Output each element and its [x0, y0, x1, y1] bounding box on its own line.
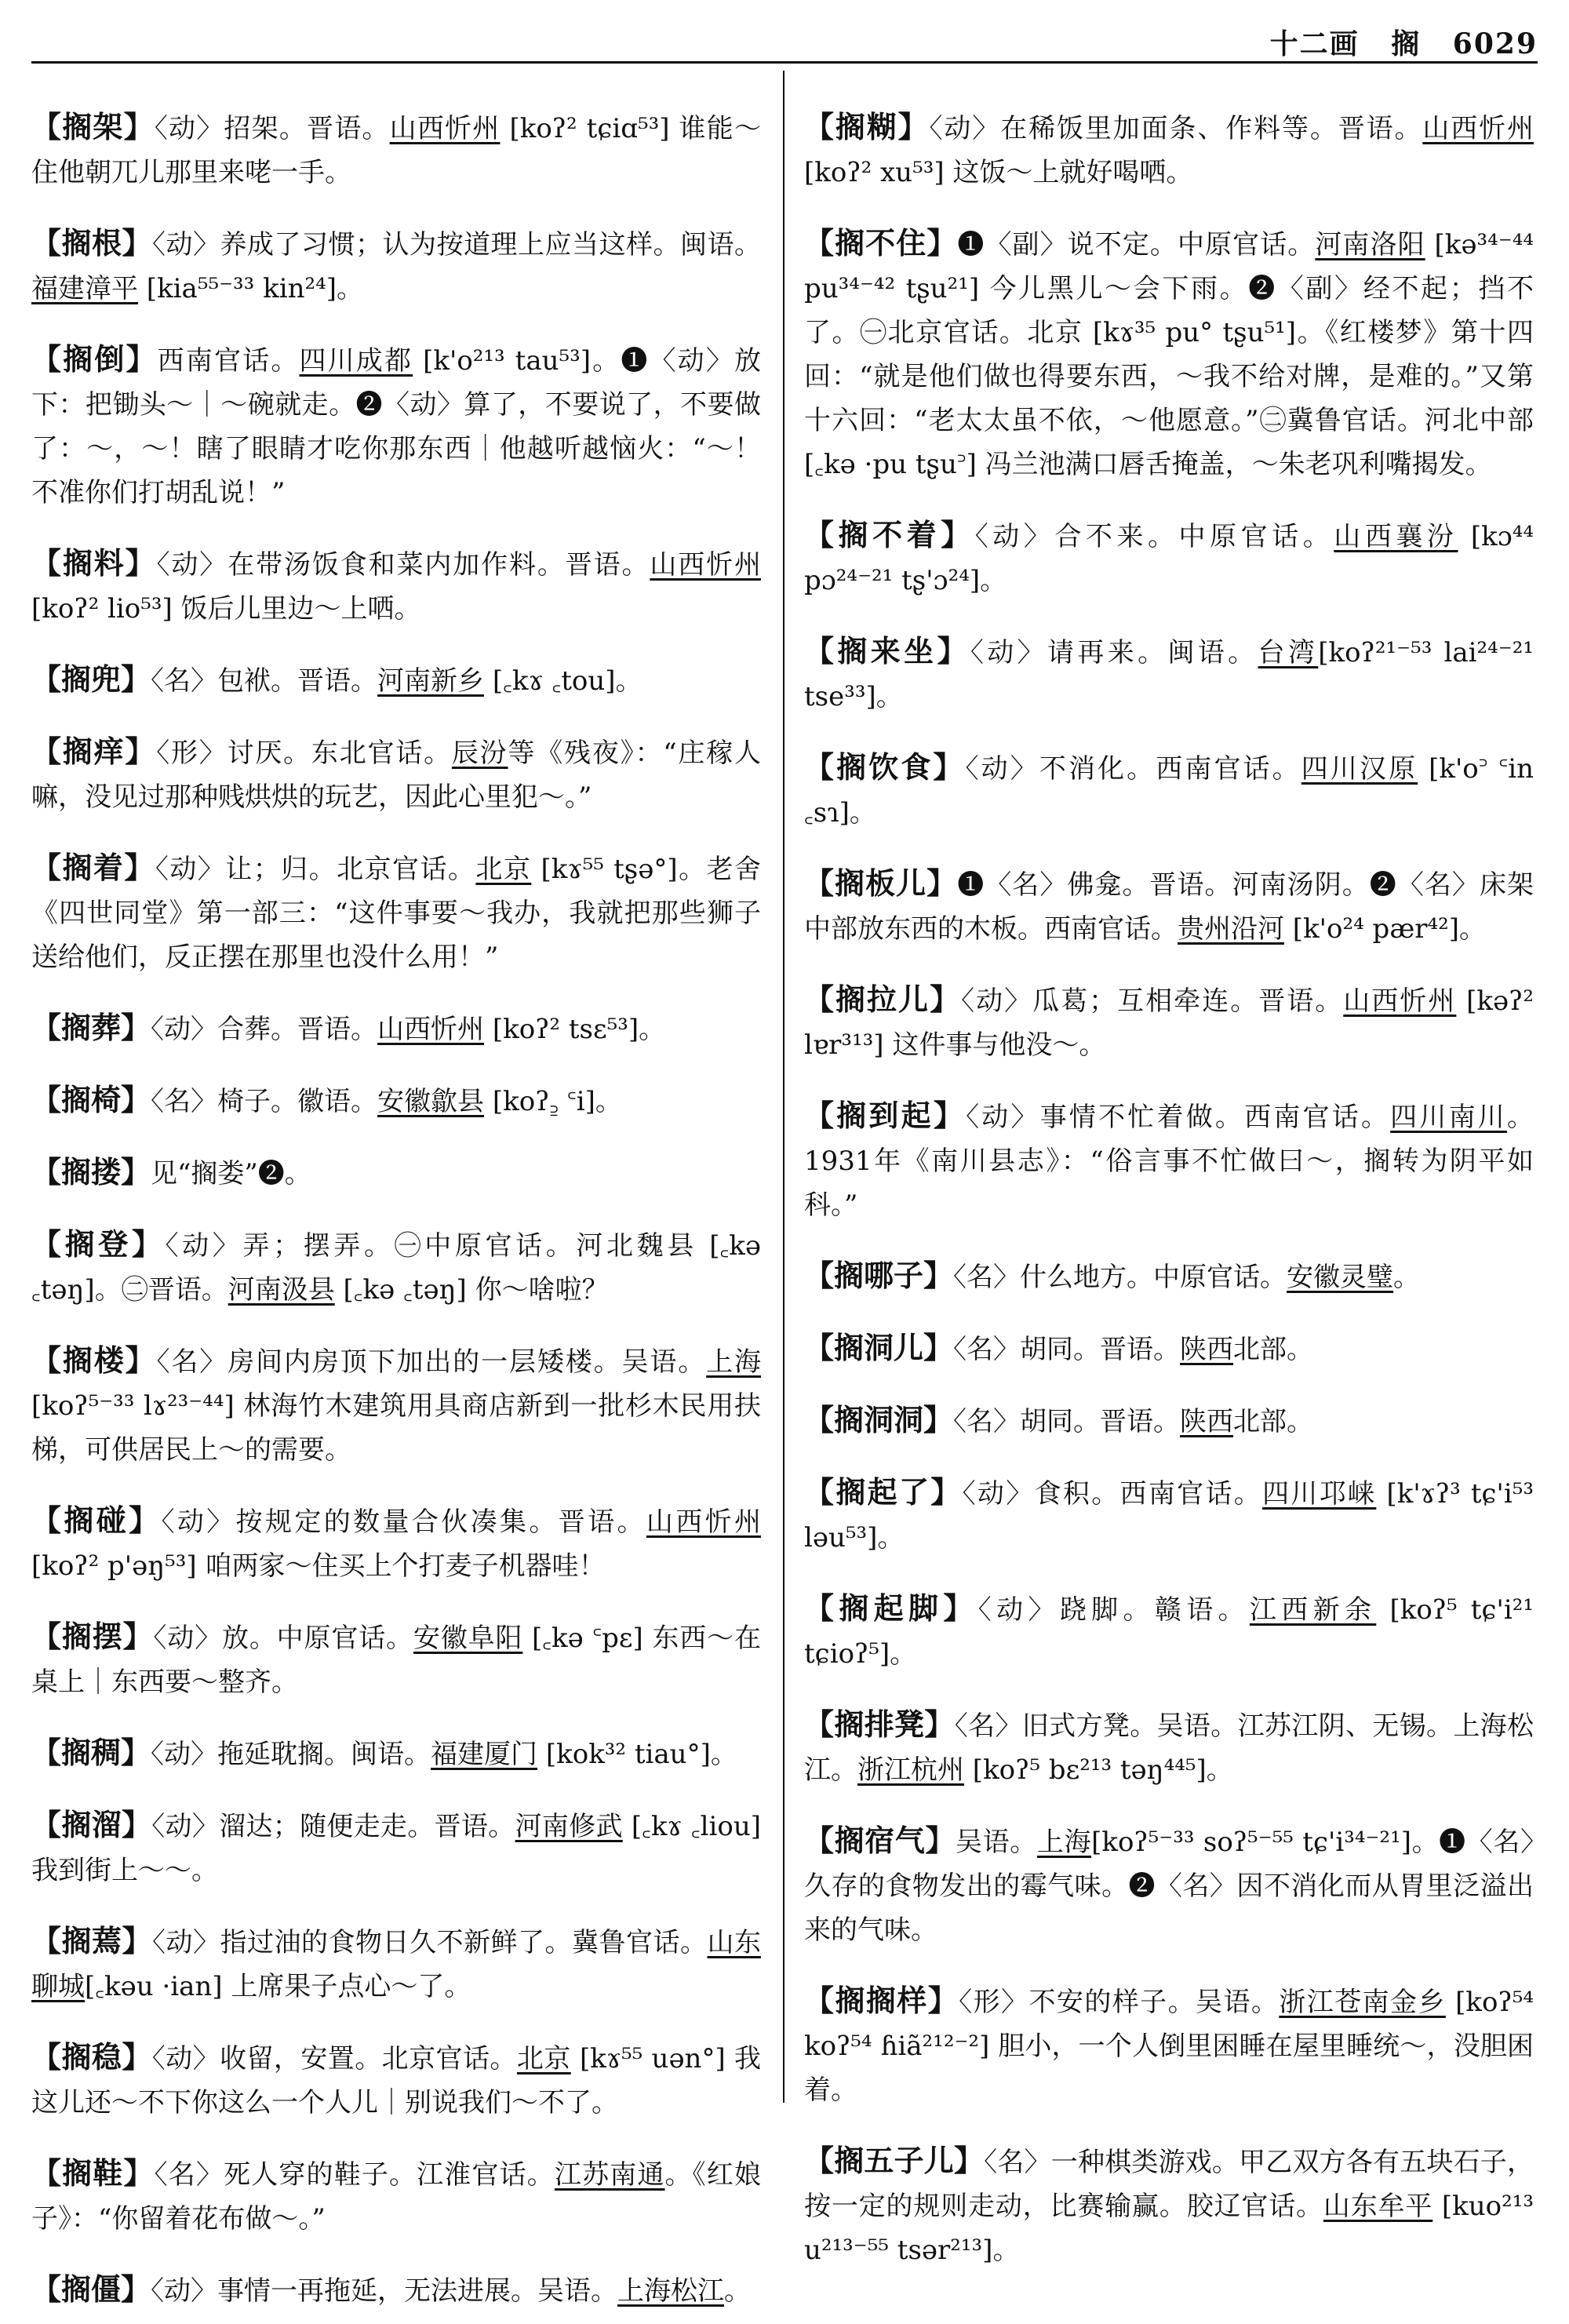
definition-text-cont: [koʔ² xu⁵³] 这饭～上就好喝哂。	[804, 157, 1193, 188]
definition-text-cont: 等《残夜》：“庄稼人嘛，没见过那种贱烘烘的玩艺，因此心里犯～。”	[31, 738, 761, 813]
entry-headword: 【 搁倒 】	[31, 341, 158, 377]
part-of-speech: 〈动〉	[152, 229, 220, 260]
place-name: 河南修武	[515, 1811, 623, 1842]
definition-text: 合不来。中原官话。	[1054, 521, 1334, 552]
definition-text-cont: [kia⁵⁵⁻³³ kin²⁴]。	[138, 273, 363, 304]
definition-text-cont: [koʔ⁵⁻³³ soʔ⁵⁻⁵⁵ tɕ'i³⁴⁻²¹]。❶〈名〉久存的食物发出的霉气味。❷〈名〉因不消化而从胃里泛溢出来的气味。	[804, 1827, 1534, 1946]
part-of-speech: 〈动〉	[961, 985, 1033, 1017]
dictionary-entry	[31, 1006, 761, 1051]
radical-label: 搁	[1391, 27, 1422, 60]
part-of-speech: 〈动〉	[152, 1927, 220, 1958]
dictionary-entry	[31, 2035, 761, 2125]
place-name: 山西襄汾	[1334, 521, 1458, 552]
place-name: 北京	[516, 2043, 571, 2074]
dictionary-entry	[31, 1078, 761, 1124]
part-of-speech: 〈动〉	[151, 1739, 218, 1770]
dictionary-entry	[31, 1615, 761, 1704]
dictionary-entry	[31, 1339, 761, 1472]
definition-text: 不消化。西南官话。	[1039, 753, 1301, 785]
definition-text: 瓜葛；互相牵连。晋语。	[1032, 985, 1344, 1017]
dictionary-entry	[31, 1499, 761, 1588]
place-name: 福建厦门	[431, 1739, 538, 1770]
place-name: 山西忻州	[650, 549, 761, 581]
dictionary-entry	[31, 2151, 761, 2241]
header-rule	[31, 61, 1538, 64]
definition-text-cont: [꜀kɤ ꜀liou] 我到街上～～。	[31, 1811, 761, 1886]
dictionary-entry	[804, 221, 1534, 486]
dictionary-entry	[31, 1150, 761, 1196]
place-name: 山西忻州	[646, 1506, 761, 1538]
entry-headword: 【 搁拉儿 】	[804, 982, 961, 1017]
dictionary-entry	[31, 105, 761, 195]
place-name: 四川汉原	[1301, 753, 1418, 785]
place-name: 四川邛崃	[1262, 1478, 1377, 1510]
definition-text-cont: [kɤ⁵⁵ tʂə°]。老舍《四世同堂》第一部三：“这件事要～我办，我就把那些狮子送给他们，反正摆在那里也没什么用！”	[31, 854, 761, 973]
definition-text-cont: [koʔ² p'əŋ⁵³] 咱两家～住买上个打麦子机器哇！	[31, 1550, 606, 1582]
part-of-speech: 〈形〉	[959, 1987, 1029, 2018]
dictionary-entry	[804, 1979, 1534, 2112]
definition-text: 椅子。徽语。	[217, 1086, 378, 1117]
part-of-speech: 〈动〉	[154, 113, 224, 144]
dictionary-entry	[31, 1803, 761, 1892]
place-name: 上海松江	[617, 2275, 725, 2307]
column-divider	[783, 71, 784, 2103]
definition-text-cont: [kəʔ² lɐr³¹³] 这件事与他没～。	[804, 985, 1534, 1061]
dictionary-entry	[804, 1586, 1534, 1676]
definition-text: 什么地方。中原官话。	[1020, 1262, 1287, 1293]
dictionary-entry	[31, 846, 761, 979]
part-of-speech: 〈动〉	[962, 1478, 1035, 1510]
dictionary-entry	[31, 2268, 761, 2313]
entry-headword: 【 搁着 】	[31, 850, 155, 885]
part-of-speech: 〈动〉	[977, 1594, 1060, 1626]
entry-headword: 【 搁楼 】	[31, 1342, 157, 1378]
dictionary-entry	[31, 1222, 761, 1312]
definition-text: 放。中原官话。	[221, 1623, 413, 1654]
definition-text: 招架。晋语。	[224, 113, 390, 144]
dictionary-entry	[804, 1094, 1534, 1227]
entry-headword: 【 搁架 】	[31, 109, 155, 144]
definition-text: 在带汤饭食和菜内加作料。晋语。	[228, 549, 650, 581]
definition-text: 溜达；随便走走。晋语。	[219, 1811, 515, 1842]
place-name: 山东牟平	[1323, 2191, 1433, 2222]
dictionary-entry	[804, 1819, 1534, 1952]
definition-text: ❶〈名〉佛龛。晋语。河南汤阴。❷〈名〉床架中部放东西的木板。西南官话。	[804, 869, 1534, 945]
part-of-speech: 〈名〉	[953, 1406, 1021, 1437]
entry-headword: 【 搁摆 】	[31, 1619, 153, 1654]
definition-text: 房间内房顶下加出的一层矮楼。吴语。	[228, 1346, 707, 1378]
part-of-speech: 〈动〉	[970, 637, 1047, 668]
running-head	[1250, 22, 1538, 62]
dictionary-entry	[804, 2139, 1534, 2272]
place-name: 台湾	[1258, 637, 1319, 668]
part-of-speech: 〈名〉	[953, 1262, 1021, 1293]
definition-text: 事情一再拖延，无法进展。吴语。	[217, 2275, 618, 2307]
definition-text-cont: [kə³⁴⁻⁴⁴ pu³⁴⁻⁴² tʂu²¹] 今儿黑儿～会下雨。❷〈副〉经不起；挡不了。㊀北京官话。北京 [kɤ³⁵ pu° tʂu⁵¹]。《红楼梦》第十四回：“就是他们做也得要东西，～我不给对牌，是难的。”又第十六回：“老太太虽不依，～他愿意。”㊁冀鲁官话。河北中部 [꜀kə ·pu tʂu꜄] 冯兰池满口唇舌掩盖，～朱老巩利嘴揭发。	[804, 229, 1534, 480]
place-name: 山东聊城	[31, 1927, 761, 2002]
place-name: 上海	[706, 1346, 762, 1378]
definition-text-cont: [k'o²¹³ tau⁵³]。❶〈动〉放下：把锄头～｜～碗就走。❷〈动〉算了，不要说了，不要做了：～，～！瞎了眼睛才吃你那东西｜他越听越恼火：“～！不准你们打胡乱说！”	[31, 345, 761, 508]
entry-headword: 【 搁稳 】	[31, 2039, 152, 2074]
definition-text: 养成了习惯；认为按道理上应当这样。闽语。	[220, 229, 761, 260]
place-name: 江苏南通	[554, 2159, 665, 2191]
definition-text-cont: [kuo²¹³ u²¹³⁻⁵⁵ tsər²¹³]。	[804, 2191, 1534, 2266]
definition-text: 包袱。晋语。	[217, 665, 378, 697]
part-of-speech: 〈动〉	[974, 521, 1055, 552]
entry-headword: 【 搁宿气 】	[804, 1823, 956, 1858]
definition-text-cont: 。《红娘子》：“你留着花布做～。”	[31, 2159, 761, 2235]
place-name: 浙江杭州	[857, 1754, 964, 1786]
definition-text: 不安的样子。吴语。	[1028, 1987, 1280, 2018]
entry-headword: 【 搁排凳 】	[804, 1707, 955, 1742]
dictionary-entry	[804, 105, 1534, 195]
entry-headword: 【 搁溜 】	[31, 1807, 151, 1842]
part-of-speech: 〈动〉	[151, 2043, 220, 2074]
part-of-speech: 〈名〉	[154, 2159, 224, 2191]
definition-text-cont: 北部。	[1233, 1406, 1314, 1437]
definition-text-cont: [kɔ⁴⁴ pɔ²⁴⁻²¹ tʂ'ɔ²⁴]。	[804, 521, 1534, 596]
page-header	[31, 17, 1538, 64]
entry-headword: 【 搁僵 】	[31, 2271, 151, 2307]
definition-text: 请再来。闽语。	[1047, 637, 1258, 668]
place-name: 山西忻州	[377, 1014, 485, 1045]
part-of-speech: 〈动〉	[155, 854, 226, 885]
entry-headword: 【 搁搁样 】	[804, 1983, 959, 2018]
dictionary-entry	[804, 1398, 1534, 1444]
dictionary-entry	[804, 1254, 1534, 1299]
dictionary-entry	[31, 337, 761, 515]
definition-text: 一种棋类游戏。甲乙双方各有五块石子，按一定的规则走动，比赛输赢。胶辽官话。	[804, 2147, 1534, 2222]
entry-headword: 【 搁糊 】	[804, 109, 930, 144]
entry-headword: 【 搁鞋 】	[31, 2155, 155, 2191]
part-of-speech: 〈名〉	[151, 1086, 218, 1117]
part-of-speech: 〈动〉	[151, 2275, 218, 2307]
entry-headword: 【 搁不住 】	[804, 225, 957, 260]
definition-text-cont: [꜀kəu ·ian] 上席果子点心～了。	[85, 1971, 471, 2002]
place-name: 安徽歙县	[377, 1086, 485, 1117]
definition-text-cont: [koʔ꜇ ꜂i]。	[484, 1086, 622, 1117]
definition-text: 见“搁娄”❷。	[151, 1158, 311, 1189]
place-name: 山西忻州	[389, 113, 501, 144]
definition-text-cont: 。	[724, 2275, 752, 2307]
definition-text: 弄；摆弄。㊀中原官话。河北魏县 [꜀kə ꜀təŋ]。㊁晋语。	[31, 1230, 762, 1306]
place-name: 陕西	[1180, 1406, 1234, 1437]
definition-text: 在稀饭里加面条、作料等。晋语。	[1000, 113, 1423, 144]
place-name: 贵州沿河	[1178, 913, 1284, 945]
definition-text: ❶〈副〉说不定。中原官话。	[957, 229, 1316, 260]
definition-text-cont: [k'o꜄ ꜂in ꜀sɿ]。	[804, 753, 1534, 829]
entry-headword: 【 搁蔫 】	[31, 1923, 152, 1958]
dictionary-entry	[804, 1326, 1534, 1371]
part-of-speech: 〈动〉	[965, 753, 1039, 785]
definition-text: 让；归。北京官话。	[225, 854, 476, 885]
place-name: 陕西	[1180, 1334, 1234, 1365]
place-name: 四川成都	[299, 345, 413, 377]
place-name: 河南新乡	[377, 665, 485, 697]
part-of-speech: 〈形〉	[156, 738, 228, 769]
dictionary-entry	[804, 1470, 1534, 1560]
definition-text-cont: 北部。	[1233, 1334, 1314, 1365]
place-name: 上海	[1036, 1827, 1092, 1858]
place-name: 辰汾	[451, 738, 508, 769]
place-name: 浙江苍南金乡	[1279, 1987, 1446, 2018]
entry-headword: 【 搁碰 】	[31, 1503, 162, 1538]
entry-headword: 【 搁饮食 】	[804, 749, 966, 785]
definition-text-cont: 。	[1393, 1262, 1421, 1293]
entry-headword: 【 搁洞儿 】	[804, 1330, 953, 1365]
definition-text-cont: [koʔ⁵⁴ koʔ⁵⁴ ɦiã²¹²⁻²] 胆小，一个人倒里困睡在屋里睡统～，没胆困着。	[804, 1987, 1534, 2106]
part-of-speech: 〈动〉	[161, 1506, 236, 1538]
dictionary-entry	[31, 657, 761, 703]
definition-text: 吴语。	[956, 1827, 1037, 1858]
part-of-speech: 〈名〉	[151, 665, 218, 697]
entry-headword: 【 搁起脚 】	[804, 1590, 978, 1626]
definition-text-cont: 。1931年《南川县志》：“俗言事不忙做曰～，搁转为阴平如科。”	[804, 1102, 1534, 1221]
definition-text: 跷脚。赣语。	[1059, 1594, 1250, 1626]
place-name: 安徽阜阳	[413, 1623, 523, 1654]
definition-text-cont: [koʔ² lio⁵³] 饭后儿里边～上哂。	[31, 593, 421, 625]
entry-headword: 【 搁五子儿 】	[804, 2143, 984, 2178]
definition-text: 拖延耽搁。闽语。	[217, 1739, 431, 1770]
definition-text-cont: [꜀kə ꜀təŋ] 你～啥啦？	[334, 1274, 609, 1306]
part-of-speech: 〈动〉	[151, 1014, 218, 1045]
part-of-speech: 〈名〉	[156, 1346, 228, 1378]
entry-headword: 【 搁椅 】	[31, 1082, 151, 1117]
place-name: 安徽灵璧	[1287, 1262, 1394, 1293]
entry-headword: 【 搁稠 】	[31, 1735, 151, 1770]
entry-headword: 【 搁到起 】	[804, 1098, 966, 1133]
definition-text-cont: [koʔ⁵ tɕ'i²¹ tɕioʔ⁵]。	[804, 1594, 1534, 1670]
place-name: 山西忻州	[1343, 985, 1457, 1017]
place-name: 河南汲县	[228, 1274, 335, 1306]
definition-text: 讨厌。东北官话。	[227, 738, 452, 769]
definition-text: 按规定的数量合伙凑集。晋语。	[235, 1506, 646, 1538]
definition-text: 死人穿的鞋子。江淮官话。	[224, 2159, 555, 2191]
definition-text-cont: [k'ɤʔ³ tɕ'i⁵³ ləu⁵³]。	[804, 1478, 1534, 1554]
entry-headword: 【 搁料 】	[31, 545, 157, 581]
part-of-speech: 〈动〉	[966, 1102, 1040, 1133]
definition-text: 收留，安置。北京官话。	[220, 2043, 517, 2074]
right-column	[804, 78, 1534, 2283]
entry-headword: 【 搁哪子 】	[804, 1258, 953, 1293]
place-name: 四川南川	[1390, 1102, 1507, 1133]
entry-headword: 【 搁不着 】	[804, 517, 975, 552]
place-name: 山西忻州	[1422, 113, 1534, 144]
dictionary-entry	[804, 978, 1534, 1067]
definition-text-cont: [꜀kɤ ꜀tou]。	[484, 665, 643, 697]
dictionary-entry	[31, 221, 761, 311]
definition-text-cont: [koʔ²¹⁻⁵³ lai²⁴⁻²¹ tse³³]。	[804, 637, 1534, 712]
entry-headword: 【 搁兜 】	[31, 661, 151, 697]
part-of-speech: 〈动〉	[156, 549, 228, 581]
place-name: 福建漳平	[31, 273, 138, 304]
definition-text: 西南官话。	[157, 345, 300, 377]
part-of-speech: 〈动〉	[929, 113, 1001, 144]
part-of-speech: 〈动〉	[165, 1230, 243, 1262]
definition-text: 事情不忙着做。西南官话。	[1039, 1102, 1391, 1133]
dictionary-entry	[804, 513, 1534, 603]
definition-text-cont: [kok³² tiau°]。	[537, 1739, 737, 1770]
page-number: 6029	[1452, 27, 1538, 60]
definition-text: 指过油的食物日久不新鲜了。冀鲁官话。	[220, 1927, 708, 1958]
dictionary-entry	[804, 1703, 1534, 1792]
definition-text-cont: [꜀kə ꜂pɛ] 东西～在桌上｜东西要～整齐。	[31, 1623, 762, 1698]
entry-headword: 【 搁洞洞 】	[804, 1402, 953, 1437]
part-of-speech: 〈动〉	[151, 1811, 220, 1842]
dictionary-entry	[31, 541, 761, 631]
place-name: 北京	[475, 854, 532, 885]
entry-headword: 【 搁来坐 】	[804, 633, 970, 668]
entry-headword: 【 搁痒 】	[31, 734, 156, 769]
definition-text-cont: [koʔ² tsɛ⁵³]。	[484, 1014, 666, 1045]
dictionary-entry	[804, 629, 1534, 719]
part-of-speech: 〈名〉	[953, 1334, 1021, 1365]
definition-text-cont: [koʔ⁵ bɛ²¹³ təŋ⁴⁴⁵]。	[964, 1754, 1233, 1786]
entry-headword: 【 搁搂 】	[31, 1154, 151, 1189]
entry-headword: 【 搁葬 】	[31, 1010, 151, 1045]
place-name: 河南洛阳	[1315, 229, 1425, 260]
entry-headword: 【 搁根 】	[31, 225, 152, 260]
entry-headword: 【 搁板儿 】	[804, 865, 957, 901]
definition-text: 合葬。晋语。	[217, 1014, 378, 1045]
entry-headword: 【 搁起了 】	[804, 1474, 963, 1510]
part-of-speech: 〈动〉	[153, 1623, 222, 1654]
definition-text-cont: [koʔ⁵⁻³³ lɤ²³⁻⁴⁴] 林海竹木建筑用具商店新到一批杉木民用扶梯，可供居民上～的需要。	[31, 1390, 761, 1466]
entry-headword: 【 搁登 】	[31, 1226, 166, 1262]
definition-text-cont: [k'o²⁴ pær⁴²]。	[1284, 913, 1487, 945]
left-column	[31, 78, 761, 2324]
definition-text: 胡同。晋语。	[1020, 1406, 1181, 1437]
definition-text: 旧式方凳。吴语。江苏江阴、无锡。上海松江。	[804, 1710, 1534, 1786]
dictionary-entry	[31, 730, 761, 819]
place-name: 江西新余	[1249, 1594, 1377, 1626]
dictionary-entry	[804, 861, 1534, 951]
definition-text: 食积。西南官话。	[1034, 1478, 1263, 1510]
part-of-speech: 〈名〉	[954, 1710, 1022, 1742]
definition-text: 胡同。晋语。	[1020, 1334, 1181, 1365]
dictionary-entry	[804, 745, 1534, 835]
definition-text-cont: [kɤ⁵⁵ uən°] 我这儿还～不下你这么一个人儿｜别说我们～不了。	[31, 2043, 761, 2118]
definition-text-cont: [koʔ² tɕiɑ⁵³] 谁能～住他朝兀儿那里来咾一手。	[31, 113, 761, 188]
section-label: 十二画	[1269, 27, 1360, 60]
dictionary-entry	[31, 1919, 761, 2009]
dictionary-entry	[31, 1731, 761, 1776]
part-of-speech: 〈名〉	[984, 2147, 1051, 2178]
